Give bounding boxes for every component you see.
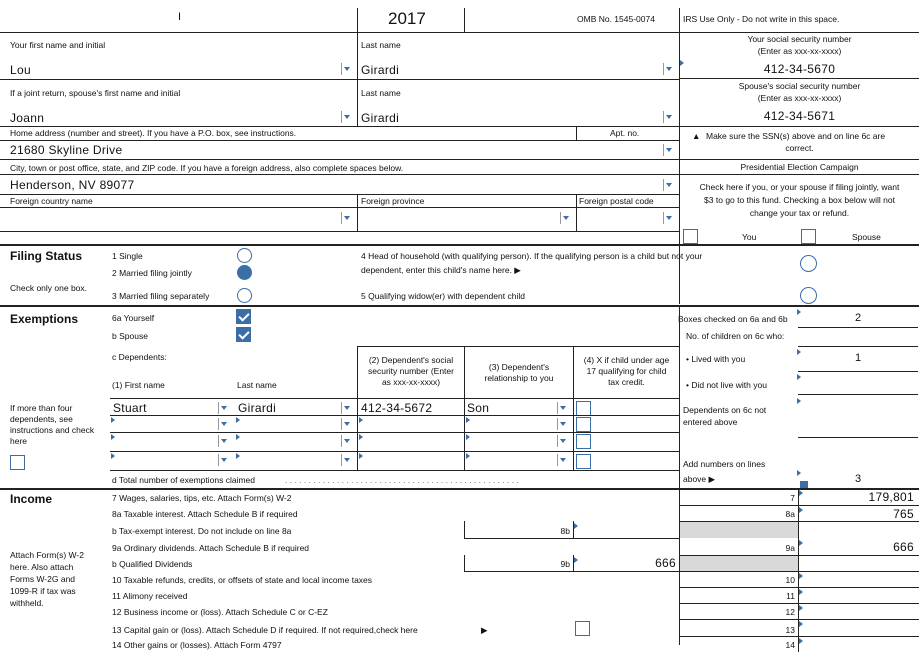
filing-option-mfs: 3 Married filing separately xyxy=(112,291,210,301)
lived-with-label: • Lived with you xyxy=(686,354,746,364)
field-marker-icon xyxy=(799,638,803,644)
income-side-1: Attach Form(s) W-2 xyxy=(10,550,84,560)
dep3-last-dropdown-icon[interactable] xyxy=(341,435,352,447)
election-spouse-checkbox[interactable] xyxy=(801,229,816,244)
line9a-label: 9a Ordinary dividends. Attach Schedule B if required xyxy=(112,543,310,553)
dep3-first-dropdown-icon[interactable] xyxy=(218,435,229,447)
dep2-last-dropdown-icon[interactable] xyxy=(341,418,352,430)
line8b-label: b Tax-exempt interest. Do not include on line 8a xyxy=(112,526,292,536)
dep-col-first-name: (1) First name xyxy=(112,380,165,390)
income-side-2: here. Also attach xyxy=(10,562,74,572)
foreign-province-label: Foreign province xyxy=(361,196,425,206)
lived-with-field[interactable]: 1 xyxy=(854,352,862,364)
spouse-last-name-field[interactable]: Girardi xyxy=(361,111,400,125)
dep1-rel-dropdown-icon[interactable] xyxy=(557,402,568,414)
dep4-credit-checkbox[interactable] xyxy=(576,454,591,469)
city-dropdown-icon[interactable] xyxy=(663,179,674,191)
dep4-first-dropdown-icon[interactable] xyxy=(218,454,229,466)
dep1-last-dropdown-icon[interactable] xyxy=(341,402,352,414)
first-name-dropdown-icon[interactable] xyxy=(341,63,352,75)
field-marker-icon xyxy=(466,453,470,459)
line8a-number: 8a xyxy=(785,509,795,519)
boxes-checked-label: Boxes checked on 6a and 6b xyxy=(678,314,788,324)
yourself-checkbox[interactable] xyxy=(236,309,251,324)
first-name-label: Your first name and initial xyxy=(10,40,106,50)
line8b-number: 8b xyxy=(560,526,570,536)
spouse-first-dropdown-icon[interactable] xyxy=(341,111,352,123)
income-side-4: 1099-R if tax was xyxy=(10,586,76,596)
triangle-icon: ▲ xyxy=(692,131,701,141)
dep-col-ssn: (2) Dependent's social xyxy=(368,355,454,365)
income-side-3: Forms W-2G and xyxy=(10,574,76,584)
ssn-note: Make sure the SSN(s) above and on line 6c are xyxy=(706,131,886,141)
exemption-spouse: b Spouse xyxy=(112,331,148,341)
election-text-2: $3 to go to this fund. Checking a box below will not xyxy=(704,195,895,205)
foreign-postal-label: Foreign postal code xyxy=(579,196,654,206)
first-name-field[interactable]: Lou xyxy=(10,63,31,77)
spouse-ssn-label: Spouse's social security number xyxy=(738,81,861,91)
last-name-dropdown-icon[interactable] xyxy=(663,63,674,75)
married-separately-radio[interactable] xyxy=(237,288,252,303)
income-side-5: withheld. xyxy=(10,598,44,608)
field-marker-icon xyxy=(359,453,363,459)
line7-field[interactable]: 179,801 xyxy=(868,490,914,504)
field-marker-icon xyxy=(797,398,801,404)
field-marker-icon xyxy=(466,434,470,440)
dep1-last[interactable]: Girardi xyxy=(238,401,277,415)
line7-number: 7 xyxy=(790,493,795,503)
spouse-last-dropdown-icon[interactable] xyxy=(663,111,674,123)
field-marker-icon xyxy=(466,417,470,423)
head-of-household-radio[interactable] xyxy=(800,255,817,272)
field-marker-icon xyxy=(359,417,363,423)
add-numbers-label-2: above ▶ xyxy=(683,474,716,484)
line11-label: 11 Alimony received xyxy=(112,591,188,601)
total-exemptions-label: d Total number of exemptions claimed xyxy=(112,475,256,485)
side-note-3: instructions and check xyxy=(10,425,95,435)
ssn-note-2: correct. xyxy=(785,143,814,153)
add-numbers-label: Add numbers on lines xyxy=(683,459,766,469)
dep-col-credit-3: tax credit. xyxy=(608,377,645,387)
field-marker-icon xyxy=(359,434,363,440)
irs-use-only: IRS Use Only - Do not write in this space. xyxy=(683,14,840,24)
province-dropdown-icon[interactable] xyxy=(560,212,571,224)
filing-option-hoh-2: dependent, enter this child's name here. ▶ xyxy=(361,265,521,275)
income-title: Income xyxy=(10,492,53,506)
dep1-credit-checkbox[interactable] xyxy=(576,401,591,416)
line12-number: 12 xyxy=(785,607,795,617)
dep3-rel-dropdown-icon[interactable] xyxy=(557,435,568,447)
shaded-cell xyxy=(680,522,798,538)
field-marker-icon xyxy=(799,589,803,595)
dep-col-credit: (4) X if child under age xyxy=(583,355,670,365)
exemptions-title: Exemptions xyxy=(10,312,79,326)
city-field[interactable]: Henderson, NV 89077 xyxy=(10,178,135,192)
dep-col-last-name: Last name xyxy=(237,380,277,390)
dep3-credit-checkbox[interactable] xyxy=(576,434,591,449)
single-radio[interactable] xyxy=(237,248,252,263)
filing-status-title: Filing Status xyxy=(10,249,82,263)
election-text-1: Check here if you, or your spouse if filing jointly, want xyxy=(699,182,900,192)
line13-checkbox[interactable] xyxy=(575,621,590,636)
apt-no-label: Apt. no. xyxy=(610,128,640,138)
ssn-label: Your social security number xyxy=(747,34,852,44)
side-note-4: here xyxy=(10,436,28,446)
line13-number: 13 xyxy=(785,625,795,635)
line13-label: 13 Capital gain or (loss). Attach Schedule D if required. If not required,check here xyxy=(112,625,418,635)
home-address-dropdown-icon[interactable] xyxy=(663,144,674,156)
side-note-2: dependents, see xyxy=(10,414,73,424)
more-dependents-checkbox[interactable] xyxy=(10,455,25,470)
side-note-1: If more than four xyxy=(10,403,73,413)
line9a-field[interactable]: 666 xyxy=(893,540,914,554)
line8a-label: 8a Taxable interest. Attach Schedule B if required xyxy=(112,509,298,519)
field-marker-icon xyxy=(799,605,803,611)
spouse-checkbox[interactable] xyxy=(236,327,251,342)
dep-col-rel: (3) Dependent's xyxy=(488,362,550,372)
dep-col-credit-2: 17 qualifying for child xyxy=(586,366,667,376)
home-address-label: Home address (number and street). If you have a P.O. box, see instructions. xyxy=(10,128,297,138)
line10-label: 10 Taxable refunds, credits, or offsets of state and local income taxes xyxy=(112,575,373,585)
tax-year: 2017 xyxy=(388,9,426,28)
election-spouse-label: Spouse xyxy=(852,232,881,242)
married-jointly-radio[interactable] xyxy=(237,265,252,280)
election-text-3: change your tax or refund. xyxy=(749,208,850,218)
election-you-checkbox[interactable] xyxy=(683,229,698,244)
line13-arrow: ▶ xyxy=(481,625,488,635)
dep1-ssn[interactable]: 412-34-5672 xyxy=(361,401,433,415)
filing-status-note: Check only one box. xyxy=(10,283,88,293)
line9a-number: 9a xyxy=(785,543,795,553)
line8a-field[interactable]: 765 xyxy=(893,507,914,521)
line12-label: 12 Business income or (loss). Attach Schedule C or C-EZ xyxy=(112,607,328,617)
qualifying-widow-radio[interactable] xyxy=(800,287,817,304)
field-marker-icon xyxy=(797,374,801,380)
spouse-last-name-label: Last name xyxy=(361,88,401,98)
line14-label: 14 Other gains or (losses). Attach Form 4797 xyxy=(112,640,282,650)
country-dropdown-icon[interactable] xyxy=(341,212,352,224)
field-marker-icon xyxy=(111,417,115,423)
dependents-not-label: Dependents on 6c not xyxy=(683,405,767,415)
last-name-field[interactable]: Girardi xyxy=(361,63,400,77)
dep1-first[interactable]: Stuart xyxy=(113,401,147,415)
line10-number: 10 xyxy=(785,575,795,585)
dependents-heading: c Dependents: xyxy=(112,352,167,362)
filing-option-mfj: 2 Married filing jointly xyxy=(112,268,192,278)
not-lived-label: • Did not live with you xyxy=(686,380,767,390)
line9b-field[interactable]: 666 xyxy=(655,556,676,570)
dep-col-ssn-2: security number (Enter xyxy=(368,366,454,376)
line7-label: 7 Wages, salaries, tips, etc. Attach Form(s) W-2 xyxy=(112,493,292,503)
dep-col-ssn-3: as xxx-xx-xxxx) xyxy=(381,377,441,387)
election-title: Presidential Election Campaign xyxy=(740,162,859,172)
city-label: City, town or post office, state, and ZIP code. If you have a foreign address, also complete spaces below. xyxy=(10,163,404,173)
election-you-label: You xyxy=(742,232,757,242)
line9b-label: b Qualified Dividends xyxy=(112,559,193,569)
line11-number: 11 xyxy=(786,591,795,601)
dep2-rel-dropdown-icon[interactable] xyxy=(557,418,568,430)
dep1-first-dropdown-icon[interactable] xyxy=(218,402,229,414)
dep1-rel[interactable]: Son xyxy=(467,401,490,415)
dep2-first-dropdown-icon[interactable] xyxy=(218,418,229,430)
spouse-first-name-label: If a joint return, spouse's first name and initial xyxy=(10,88,181,98)
home-address-field[interactable]: 21680 Skyline Drive xyxy=(10,143,123,157)
children-label: No. of children on 6c who: xyxy=(686,331,785,341)
shaded-cell xyxy=(680,556,798,571)
dependents-not-label-2: entered above xyxy=(683,417,738,427)
field-marker-icon xyxy=(111,434,115,440)
line14-number: 14 xyxy=(785,640,795,650)
dep4-rel-dropdown-icon[interactable] xyxy=(557,454,568,466)
exemption-yourself: 6a Yourself xyxy=(112,313,155,323)
dep-col-rel-2: relationship to you xyxy=(484,373,554,383)
field-marker-icon xyxy=(799,573,803,579)
last-name-label: Last name xyxy=(361,40,401,50)
dep2-credit-checkbox[interactable] xyxy=(576,417,591,432)
ssn-field[interactable]: 412-34-5670 xyxy=(763,62,836,76)
field-marker-icon xyxy=(236,453,240,459)
line9b-number: 9b xyxy=(560,559,570,569)
field-marker-icon xyxy=(799,621,803,627)
postal-dropdown-icon[interactable] xyxy=(663,212,674,224)
foreign-country-label: Foreign country name xyxy=(10,196,93,206)
field-marker-icon xyxy=(111,453,115,459)
total-exemptions-field[interactable]: 3 xyxy=(854,473,862,485)
spouse-first-name-field[interactable]: Joann xyxy=(10,111,45,125)
spouse-ssn-field[interactable]: 412-34-5671 xyxy=(763,109,836,123)
field-marker-icon xyxy=(574,523,578,529)
filing-option-single: 1 Single xyxy=(112,251,143,261)
boxes-checked-field[interactable]: 2 xyxy=(854,312,862,324)
field-marker-icon xyxy=(236,417,240,423)
filing-option-hoh: 4 Head of household (with qualifying person). If the qualifying person is a child but not your xyxy=(361,251,703,261)
dep4-last-dropdown-icon[interactable] xyxy=(341,454,352,466)
dotted-leader: . . . . . . . . . . . . . . . . . . . . . . . . . . . . . . . . . . . . . . . . . . . . . . . . . . xyxy=(285,475,519,485)
field-marker-icon xyxy=(236,434,240,440)
left-mark: I xyxy=(178,11,182,23)
ssn-format: (Enter as xxx-xx-xxxx) xyxy=(757,46,842,56)
omb-number: OMB No. 1545-0074 xyxy=(577,14,655,24)
spouse-ssn-format: (Enter as xxx-xx-xxxx) xyxy=(757,93,842,103)
filing-option-qw: 5 Qualifying widow(er) with dependent child xyxy=(361,291,525,301)
